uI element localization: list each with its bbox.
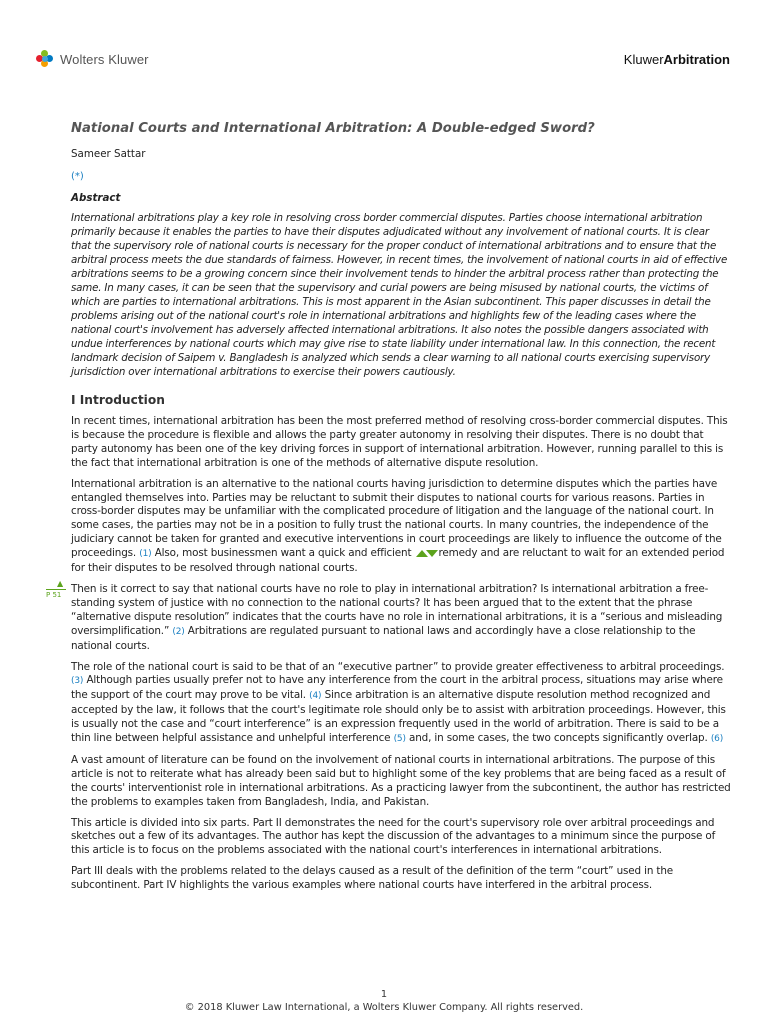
paragraph-3-text-a: Then is it correct to say that national courts have no role to play in international arbitration? Is international arbitration a free-standing system of justice with no connection to the national courts? It has been argued that to the extent that the phrase “alternative dispute resolution” indicates that the courts have no role in international arbitrations, it is a “serious and misleading oversimplification.”	[71, 582, 723, 637]
section-heading-introduction: I Introduction	[71, 393, 165, 407]
kluwer-arbitration-brand	[624, 52, 730, 67]
paragraph-5: A vast amount of literature can be found on the involvement of national courts in international arbitrations. The purpose of this article is not to reiterate what has already been said but to highlight some of the key problems that are being faced as a result of the courts' interventionist role in international arbitrations. As a practicing lawyer from the subcontinent, the author has restricted the problems to examples taken from Bangladesh, India, and Pakistan.	[71, 753, 731, 808]
paragraph-3-text-b: Arbitrations are regulated pursuant to national laws and accordingly have a close relationship to the national courts.	[71, 624, 696, 652]
paragraph-2	[71, 478, 731, 576]
footnote-link-3[interactable]: (3)	[71, 676, 84, 687]
copyright-notice: © 2018 Kluwer Law International, a Wolters Kluwer Company. All rights reserved.	[184, 1002, 584, 1013]
logo-text: Wolters Kluwer	[60, 51, 149, 67]
paragraph-1: In recent times, international arbitration has been the most preferred method of resolving cross-border commercial disputes. This is because the procedure is flexible and allows the party greater autonomy in resolving their disputes. There is no doubt that party autonomy has been one of the key driving forces in support of international arbitration. However, running parallel to this is the fact that international arbitration is one of the methods of alternative dispute resolution.	[71, 415, 728, 469]
page-number: 1	[380, 989, 388, 1000]
page-break-marker-icon	[416, 549, 438, 557]
footnote-link-1[interactable]: (1)	[139, 549, 152, 560]
paragraph-6: This article is divided into six parts. Part II demonstrates the need for the court's supervisory role over arbitral proceedings and sketches out a few of its advantages. The author has kept the discussion of the advantages to a minimum since the purpose of this article is to focus on the problems associated with the national court's interferences in international arbitrations.	[71, 816, 716, 857]
article-title: National Courts and International Arbitration: A Double-edged Sword?	[71, 121, 595, 136]
footnote-link-6[interactable]: (6)	[710, 734, 724, 745]
paragraph-3	[71, 583, 731, 654]
brand-bold: Arbitration	[663, 52, 730, 67]
paragraph-4	[71, 661, 731, 747]
article-body	[71, 120, 731, 900]
article-author: Sameer Sattar	[71, 148, 146, 160]
page-marker	[46, 579, 66, 600]
wolters-kluwer-logo	[36, 50, 149, 68]
page-marker-label: P 51	[46, 591, 62, 599]
paragraph-4-text-c: Since arbitration is an alternative dispute resolution method recognized and accepted by the law, it follows that the court's legitimate role should only be to assist with arbitration proceedings. However, this is usually not the case and “court interference” is an expression frequently used in the world of arbitration. There is said to be a thin line between helpful assistance and unhelpful interference	[71, 689, 726, 745]
wolters-kluwer-logo-icon	[36, 50, 54, 68]
abstract-text: International arbitrations play a key role in resolving cross border commercial disputes. Parties choose international arbitration primarily because it enables the parties to have their disputes adjudicated without any involvement of national courts. It is clear that the supervisory role of national courts is necessary for the proper conduct of international arbitrations and to ensure that the arbitral process meets the due standards of fairness. However, in recent times, the involvement of national courts in aid of effective arbitrations seems to be a growing concern since their involvement tends to hinder the arbitral process rather than protecting the same. In many cases, it can be seen that the supervisory and curial powers are being misused by national courts, the victims of which are parties to international arbitrations. This is most apparent in the Asian subcontinent. This paper discusses in detail the problems arising out of the national court's role in international arbitrations and highlights few of the leading cases where the national court's involvement has adversely affected international arbitrations. It also notes the possible dangers associated with undue interferences by national courts which may give rise to state liability under international law. In this connection, the recent landmark decision of Saipem v. Bangladesh is analyzed which sends a clear warning to all national courts exercising supervisory jurisdiction over international arbitrations to exercise their powers cautiously.	[71, 212, 728, 378]
paragraph-2-text-a: International arbitration is an alternative to the national courts having jurisdiction to determine disputes which the parties have entangled themselves into. Parties may be reluctant to submit their disputes to national courts for various reasons. Parties in cross-border disputes may be unfamiliar with the complicated procedure of litigation and the language of the national court. In some cases, the parties may not be in a position to fully trust the national courts. In many countries, the independence of the judiciary cannot be taken for granted and executive interventions in court proceedings are likely to influence the outcome of the proceedings.	[71, 477, 722, 560]
footnote-link-5[interactable]: (5)	[393, 734, 406, 745]
paragraph-7: Part III deals with the problems related to the delays caused as a result of the definition of the term “court” used in the subcontinent. Part IV highlights the various examples where national courts have interfered in the arbitral process.	[71, 865, 674, 892]
page-marker-rule	[46, 589, 66, 590]
paragraph-4-text-b: Although parties usually prefer not to have any interference from the court in the arbitral process, situations may arise where the support of the court may prove to be vital.	[71, 674, 723, 702]
paragraph-2-text-b: Also, most businessmen want a quick and efficient	[151, 547, 415, 560]
brand-prefix: Kluwer	[623, 52, 664, 67]
page-marker-arrow-icon: ▲	[57, 579, 64, 588]
paragraph-4-text-a: The role of the national court is said to be that of an “executive partner” to provide greater effectiveness to arbitral proceedings.	[71, 660, 725, 673]
footnote-link-4[interactable]: (4)	[309, 691, 322, 702]
footnote-link-2[interactable]: (2)	[172, 626, 185, 637]
paragraph-2-text-c: remedy and are reluctant to wait for an extended period for their disputes to be resolved through national courts.	[71, 547, 725, 575]
paragraph-4-text-d: and, in some cases, the two concepts significantly overlap.	[405, 732, 708, 745]
author-footnote-link[interactable]: (*)	[71, 171, 84, 182]
abstract-heading: Abstract	[71, 192, 121, 204]
